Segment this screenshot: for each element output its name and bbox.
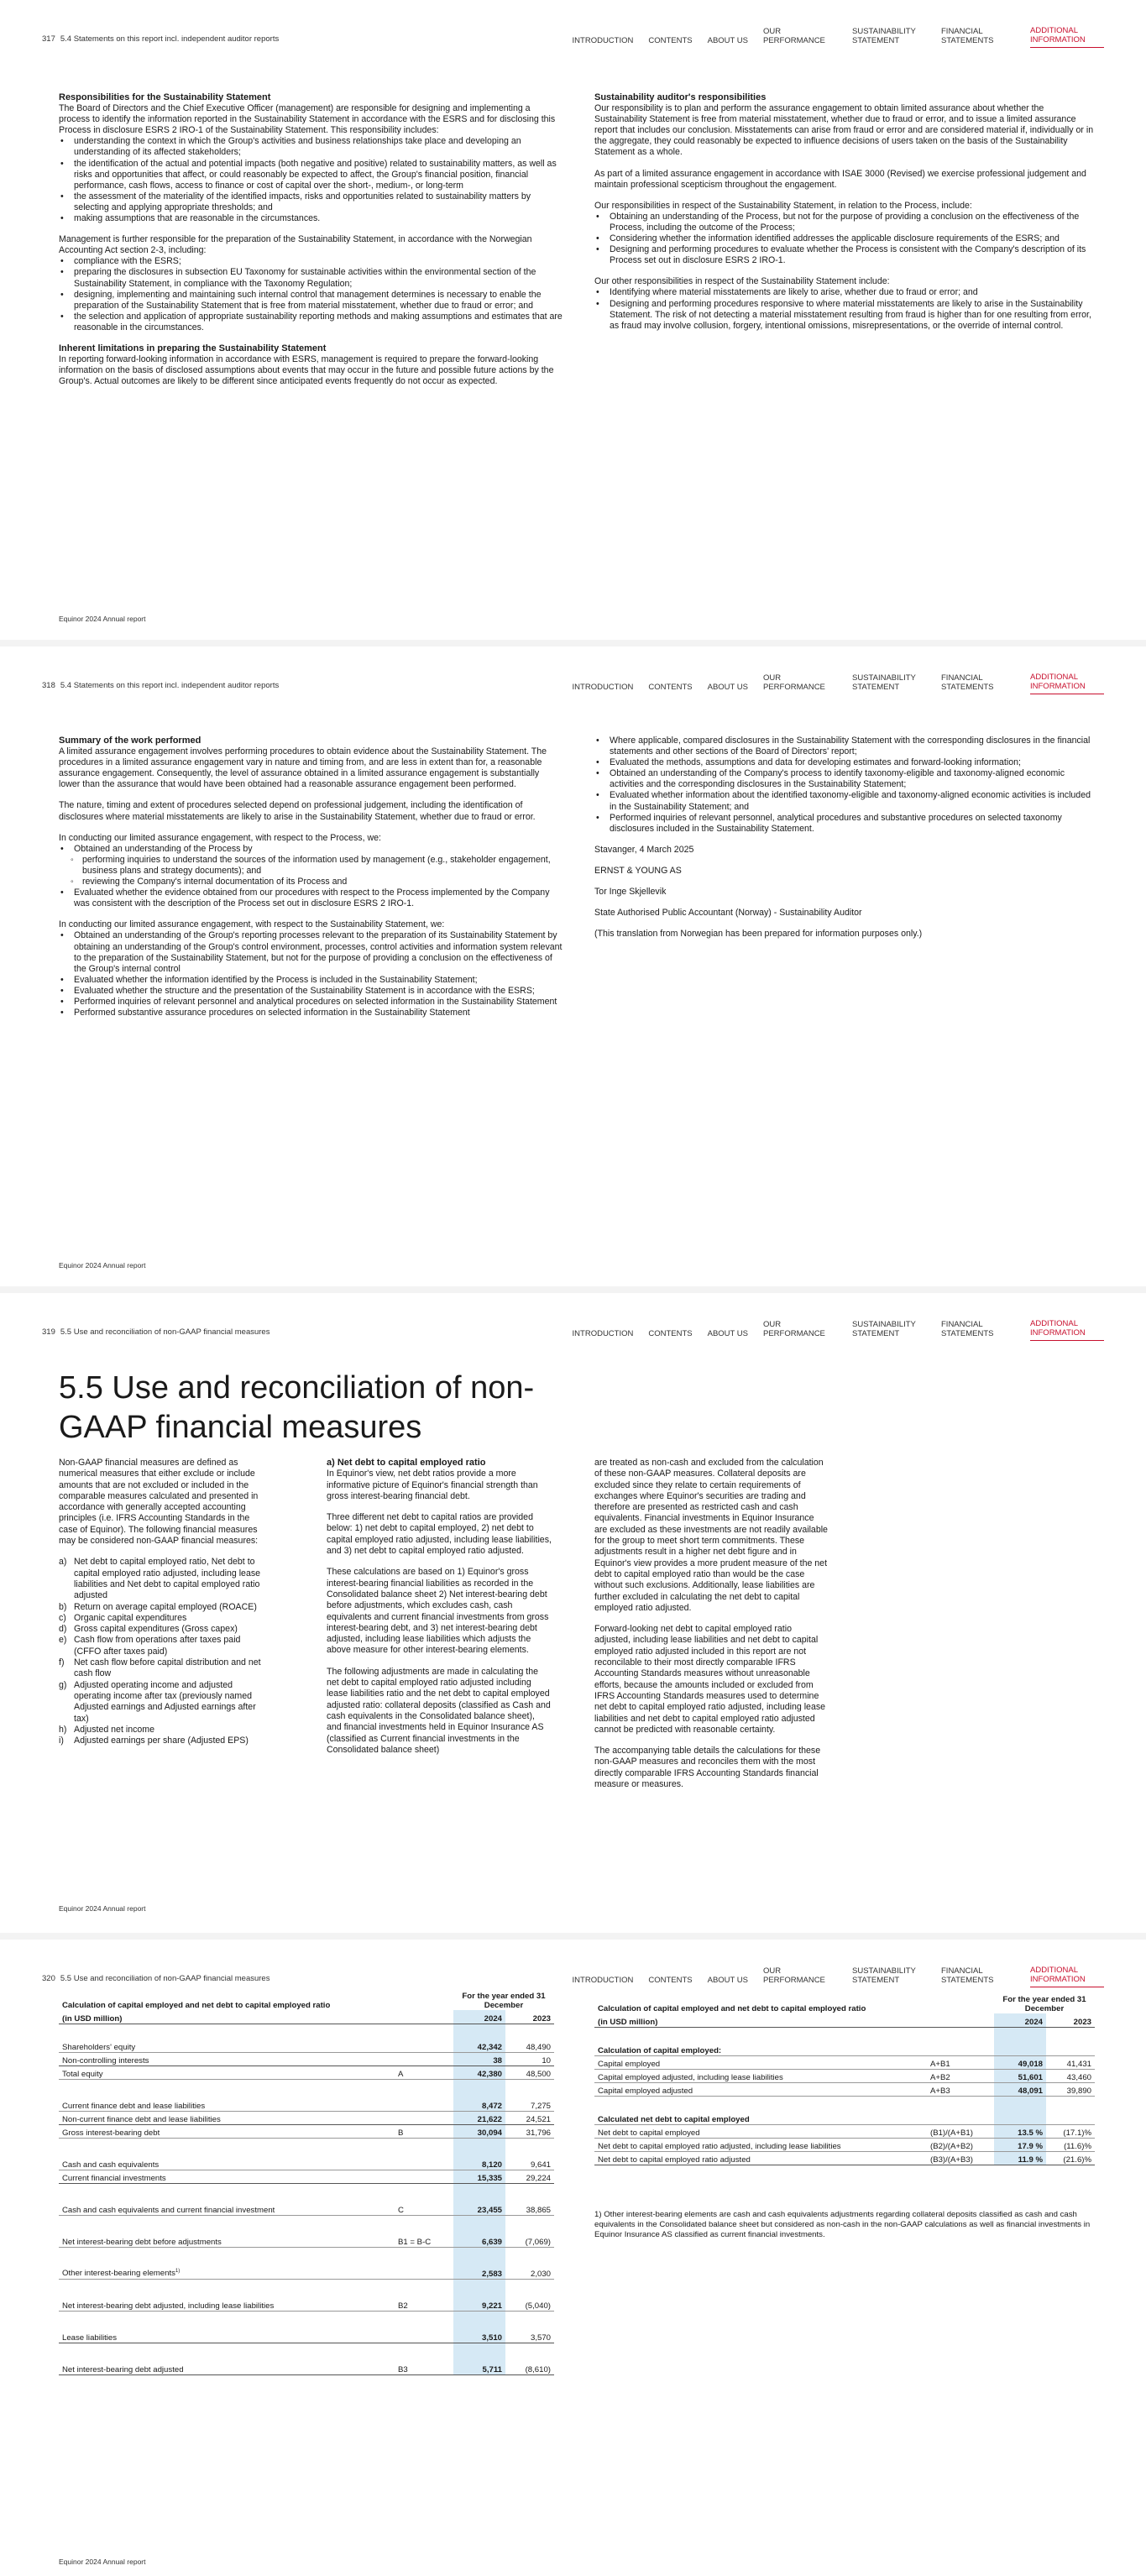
right-column bbox=[594, 736, 1098, 950]
list-item: i) Adjusted earnings per share (Adjusted EPS) bbox=[59, 1736, 249, 1746]
heading: a) Net debt to capital employed ratio bbox=[327, 1458, 486, 1468]
row-label: Total equity bbox=[59, 2066, 395, 2079]
table-row bbox=[59, 2329, 554, 2343]
row-ref: B3 bbox=[395, 2361, 453, 2374]
list-item: • Performed substantive assurance procedures on selected information in the Sustainability Statement bbox=[59, 1008, 563, 1018]
bullet-list bbox=[594, 736, 1098, 835]
value-2024: 9,221 bbox=[453, 2297, 505, 2311]
list-item: b) Return on average capital employed (ROACE) bbox=[59, 1601, 257, 1612]
footer: Equinor 2024 Annual report bbox=[59, 2558, 146, 2566]
value-2024: 8,120 bbox=[453, 2156, 505, 2170]
nav-sustainability-statement[interactable]: SUSTAINABILITY STATEMENT bbox=[852, 1320, 916, 1338]
nav-introduction[interactable]: INTRODUCTION bbox=[572, 1329, 634, 1338]
footer: Equinor 2024 Annual report bbox=[59, 1261, 146, 1270]
table-row: Capital employed adjusted A+B3 48,091 39,890 bbox=[594, 2082, 1095, 2096]
row-label: Gross interest-bearing debt bbox=[59, 2124, 395, 2138]
list-item: • Obtaining an understanding of the Process, but not for the purpose of providing a conclusion on the effectiveness of the Process, including the outcome of the Process; bbox=[594, 212, 1098, 233]
table-row bbox=[59, 2202, 554, 2215]
nav-financial-statements[interactable]: FINANCIAL STATEMENTS bbox=[941, 1320, 994, 1338]
table-row bbox=[59, 2066, 554, 2079]
row-ref: B2 bbox=[395, 2297, 453, 2311]
measures-list bbox=[59, 1557, 269, 1746]
page-318 bbox=[0, 647, 1146, 1286]
value-2023: 31,796 bbox=[505, 2124, 554, 2138]
bullet-list bbox=[59, 855, 563, 887]
list-item: • Evaluated whether the information identified by the Process is included in the Sustainability Statement; bbox=[59, 975, 563, 986]
list-item: • the identification of the actual and potential impacts (both negative and positive) related to sustainability matters, as well as risks and opportunities that affect, or could reasonably be expected to affect, the Group's financial position, financial performance, cash flows, access to finance or cost of capital over the short-, medium-, or long-term bbox=[59, 159, 563, 191]
nav-financial-statements[interactable]: FINANCIAL STATEMENTS bbox=[941, 27, 994, 45]
list-item: • Identifying where material misstatements are likely to arise, whether due to fraud or error; and bbox=[594, 287, 1098, 298]
section-heading: Calculated net debt to capital employed bbox=[594, 2111, 927, 2124]
capital-employed-table: Calculation of capital employed and net debt to capital employed ratio For the year ended 31 December (in USD million) 2024 2023 Shareholders' equity 42,342 48,490 Non-controlling interests 38 10 Total equity A 42,380 48,500 Current finance debt and lease liabilities 8,472 7,275 Non-current finance debt and lease liabilities 21,622 24,521 Gross interest-bearing debt B 30,094 31,796 Cash and cash equivalents 8,120 9,641 Current financial investments 15,335 29,224 Cash and cash equivalents and current financial investment C 23,455 38,865 Net interest-bearing debt before adjustments B1 = B-C 6,639 (7,069) Other interest-bearing elements$^{1)}$ 2,583 2,030 Net interest-bearing debt adjusted, including lease liabilities B2 9,221 (5,040) Lease liabilities 3,510 3,570 Net interest-bearing debt adjusted B3 5,711 (8,610) bbox=[59, 1992, 554, 2375]
footer: Equinor 2024 Annual report bbox=[59, 1904, 146, 1913]
nav-introduction[interactable]: INTRODUCTION bbox=[572, 683, 634, 692]
table-row bbox=[59, 2265, 554, 2279]
nav-our-performance[interactable]: OUR PERFORMANCE bbox=[763, 27, 825, 45]
row-label: Current finance debt and lease liabilities bbox=[59, 2097, 395, 2111]
value-2023: (7,069) bbox=[505, 2233, 554, 2247]
list-item: • Obtained an understanding of the Group's reporting processes relevant to the preparation of its Sustainability Statement by obtaining an understanding of the Group's control environment, processes, control activities and information system relevant to the preparation of the Sustainability Statement, but not for the purpose of providing a conclusion on the effectiveness of the Group's internal control bbox=[59, 930, 563, 974]
nav-contents[interactable]: CONTENTS bbox=[648, 1329, 693, 1338]
column-2 bbox=[327, 1458, 552, 1766]
page-header bbox=[42, 34, 279, 44]
page-319 bbox=[0, 1293, 1146, 1933]
row-ref bbox=[395, 2329, 453, 2343]
paragraph: The following adjustments are made in calculating the net debt to capital employed ratio adjusted including lease liabilities ratio and the net debt to capital employed adjusted ratio: collateral deposits (classified as Cash and cash equivalents in the Consolidated balance sheet), and financial investments held in Equinor Insurance AS (classified as Current financial investments in the Consolidated balance sheet) bbox=[327, 1666, 551, 1755]
bullet-list bbox=[59, 930, 563, 1018]
paragraph: are treated as non-cash and excluded from the calculation of these non-GAAP measures. Collateral deposits are excluded since they relate to certain requirements of exchanges where Equinor's securities are trading and therefore are presented as restricted cash and cash equivalents. Financial investments in Equinor Insurance are excluded as these investments are not readily available for the group to meet short term commitments. These adjustments result in a higher net debt figure and in Equinor's view provides a more prudent measure of the net debt to capital employed ratio than would be the case without such exclusions. Additionally, lease liabilities are further excluded in calculating the net debt to capital employed ratio adjusted. bbox=[594, 1458, 828, 1613]
table-footnote: 1) Other interest-bearing elements are cash and cash equivalents adjustments regarding collateral deposits classified as cash and cash equivalents in the Consolidated balance sheet but considered as non-cash in the non-GAAP calculations as well as financial investments in Equinor Insurance AS classified as current financial investments. bbox=[594, 2210, 1091, 2239]
paragraph: As part of a limited assurance engagement in accordance with ISAE 3000 (Revised) we exercise professional judgement and maintain professional scepticism throughout the engagement. bbox=[594, 168, 1086, 190]
value-2023: 24,521 bbox=[505, 2111, 554, 2124]
paragraph: Forward-looking net debt to capital employed ratio adjusted, including lease liabilities and net debt to capital employed ratio adjusted included in this report are not reconcilable to their most directly comparable IFRS Accounting Standards measures without unreasonable efforts, because the amounts included or excluded from IFRS Accounting Standards measures used to determine net debt to capital employed ratio adjusted, including lease liabilities and net debt to capital employed ratio adjusted cannot be predicted with reasonable certainty. bbox=[594, 1624, 826, 1735]
table-row bbox=[59, 2111, 554, 2124]
nav-sustainability-statement[interactable]: SUSTAINABILITY STATEMENT bbox=[852, 673, 916, 692]
bullet-list bbox=[59, 256, 563, 333]
heading: Inherent limitations in preparing the Sustainability Statement bbox=[59, 343, 327, 353]
list-item: • Designing and performing procedures responsive to where material misstatements are likely to arise in the Sustainability Statement. The risk of not detecting a material misstatement resulting from fraud is higher than for one resulting from error, as fraud may involve collusion, forgery, intentional omissions, misrepresentations, or the override of internal control. bbox=[594, 299, 1098, 332]
row-ref bbox=[395, 2170, 453, 2183]
table-row bbox=[59, 2297, 554, 2311]
value-2023: 38,865 bbox=[505, 2202, 554, 2215]
nav-additional-information[interactable]: ADDITIONAL INFORMATION bbox=[1030, 673, 1104, 694]
value-2024: 15,335 bbox=[453, 2170, 505, 2183]
nav-contents[interactable]: CONTENTS bbox=[648, 36, 693, 45]
page-320 bbox=[0, 1940, 1146, 2576]
paragraph: In conducting our limited assurance engagement, with respect to the Sustainability Statement, we: bbox=[59, 919, 445, 930]
paragraph: The accompanying table details the calculations for these non-GAAP measures and reconciles them with the most directly comparable IFRS Accounting Standards financial measure or measures. bbox=[594, 1746, 821, 1790]
heading: Sustainability auditor's responsibilities bbox=[594, 92, 767, 102]
nav-about-us[interactable]: ABOUT US bbox=[707, 683, 748, 692]
page-header bbox=[42, 1974, 269, 1983]
row-ref bbox=[395, 2097, 453, 2111]
nav-financial-statements[interactable]: FINANCIAL STATEMENTS bbox=[941, 673, 994, 692]
row-label: Cash and cash equivalents bbox=[59, 2156, 395, 2170]
list-item: • Evaluated whether information about the identified taxonomy-eligible and taxonomy-aligned economic activities is included in the Sustainability Statement; and bbox=[594, 790, 1098, 812]
bullet-list bbox=[59, 136, 563, 224]
nav-introduction[interactable]: INTRODUCTION bbox=[572, 1976, 634, 1985]
page-title: 5.5 Use and reconciliation of non-GAAP financial measures bbox=[59, 1370, 535, 1445]
section-name: 5.4 Statements on this report incl. independent auditor reports bbox=[60, 681, 280, 690]
bullet-list bbox=[59, 844, 563, 910]
list-item: • Evaluated whether the evidence obtained from our procedures with respect to the Process implemented by the Company was consistent with the description of the Process set out in disclosure ESRS 2 IRO-1. bbox=[59, 887, 563, 909]
row-ref bbox=[395, 2111, 453, 2124]
table-row: Net debt to capital employed ratio adjusted, including lease liabilities (B2)/(A+B2) 17.9 % (11.6)% bbox=[594, 2138, 1095, 2151]
section-heading: Calculation of capital employed: bbox=[594, 2042, 927, 2055]
nav-about-us[interactable]: ABOUT US bbox=[707, 1329, 748, 1338]
top-nav bbox=[573, 1966, 1104, 1987]
auditor-title: State Authorised Public Accountant (Norway) - Sustainability Auditor bbox=[594, 908, 862, 919]
list-item: • Evaluated the methods, assumptions and data for developing estimates and forward-looking information; bbox=[594, 757, 1098, 768]
column-1 bbox=[59, 1458, 269, 1757]
page-317 bbox=[0, 0, 1146, 640]
table-row bbox=[59, 2233, 554, 2247]
value-2024: 3,510 bbox=[453, 2329, 505, 2343]
top-nav bbox=[573, 1319, 1104, 1341]
value-2024: 21,622 bbox=[453, 2111, 505, 2124]
value-2024: 23,455 bbox=[453, 2202, 505, 2215]
auditor-firm: ERNST & YOUNG AS bbox=[594, 865, 682, 876]
row-ref bbox=[395, 2039, 453, 2052]
list-item: • Evaluated whether the structure and the presentation of the Sustainability Statement is in accordance with the ESRS; bbox=[59, 986, 563, 997]
table-title: Calculation of capital employed and net debt to capital employed ratio bbox=[62, 2001, 331, 2010]
nav-financial-statements[interactable]: FINANCIAL STATEMENTS bbox=[941, 1966, 994, 1985]
row-label: Net interest-bearing debt adjusted, including lease liabilities bbox=[59, 2297, 395, 2311]
value-2023: 48,490 bbox=[505, 2039, 554, 2052]
list-item: ◦ performing inquiries to understand the sources of the information used by management (e.g., stakeholder engagement, business plans and strategy documents); and bbox=[59, 855, 563, 877]
row-label: Net interest-bearing debt before adjustments bbox=[59, 2233, 395, 2247]
page-number: 318 bbox=[42, 681, 55, 690]
table-row: Capital employed A+B1 49,018 41,431 bbox=[594, 2055, 1095, 2069]
section-name: 5.5 Use and reconciliation of non-GAAP financial measures bbox=[60, 1327, 270, 1337]
list-item: e) Cash flow from operations after taxes paid (CFFO after taxes paid) bbox=[59, 1635, 241, 1657]
list-item: f) Net cash flow before capital distribution and net cash flow bbox=[59, 1657, 261, 1679]
nav-additional-information[interactable]: ADDITIONAL INFORMATION bbox=[1030, 1319, 1104, 1341]
paragraph: In Equinor's view, net debt ratios provide a more informative picture of Equinor's financial strength than gross interest-bearing financial debt. bbox=[327, 1469, 538, 1501]
nav-contents[interactable]: CONTENTS bbox=[648, 683, 693, 692]
nav-contents[interactable]: CONTENTS bbox=[648, 1976, 693, 1985]
value-2023: 3,570 bbox=[505, 2329, 554, 2343]
nav-introduction[interactable]: INTRODUCTION bbox=[572, 36, 634, 45]
value-2024: 42,380 bbox=[453, 2066, 505, 2079]
value-2023: 7,275 bbox=[505, 2097, 554, 2111]
row-label: Shareholders' equity bbox=[59, 2039, 395, 2052]
value-2023: 2,030 bbox=[505, 2265, 554, 2279]
table-row bbox=[59, 2052, 554, 2066]
page-number: 317 bbox=[42, 34, 55, 44]
row-ref bbox=[395, 2265, 453, 2279]
list-item: • preparing the disclosures in subsection EU Taxonomy for sustainable activities within the environmental section of the Sustainability Statement, in compliance with the Taxonomy Regulation; bbox=[59, 267, 563, 289]
value-2024: 42,342 bbox=[453, 2039, 505, 2052]
value-2024: 6,639 bbox=[453, 2233, 505, 2247]
paragraph: These calculations are based on 1) Equinor's gross interest-bearing financial liabilities as recorded in the Consolidated balance sheet 2) Net interest-bearing debt before adjustments, which excludes cash, cash equivalents and current financial investments from gross interest-bearing debt, and 3) net interest-bearing debt adjusted, including lease liabilities which adjusts the above measure for other interest-bearing elements. bbox=[327, 1567, 549, 1656]
bullet-list bbox=[594, 287, 1098, 331]
paragraph: In conducting our limited assurance engagement, with respect to the Process, we: bbox=[59, 832, 381, 843]
value-2023: (5,040) bbox=[505, 2297, 554, 2311]
value-2024: 38 bbox=[453, 2052, 505, 2066]
paragraph: The nature, timing and extent of procedures selected depend on professional judgement, including the identification of disclosures where material misstatements are likely to arise in the Sustainability Statement, whether due to fraud or error. bbox=[59, 800, 536, 822]
paragraph: Three different net debt to capital ratios are provided below: 1) net debt to capital employed, 2) net debt to capital employed ratio adjusted, including lease liabilities, and 3) net debt to capital employed ratio adjusted. bbox=[327, 1512, 552, 1557]
value-2023: 48,500 bbox=[505, 2066, 554, 2079]
list-item: • Where applicable, compared disclosures in the Sustainability Statement with the corresponding disclosures in the financial statements and other sections of the Board of Directors' report; bbox=[594, 736, 1098, 757]
list-item: • Considering whether the information identified addresses the applicable disclosure requirements of the ESRS; and bbox=[594, 233, 1098, 244]
heading: Summary of the work performed bbox=[59, 736, 201, 746]
row-ref bbox=[395, 2156, 453, 2170]
table-row bbox=[59, 2097, 554, 2111]
nav-our-performance[interactable]: OUR PERFORMANCE bbox=[763, 1966, 825, 1985]
paragraph: A limited assurance engagement involves performing procedures to obtain evidence about the Sustainability Statement. The procedures in a limited assurance engagement vary in nature and timing from, and are less in extent than for, a reasonable assurance engagement. Consequently, the level of assurance obtained in a limited assurance engagement is substantially lower than the assurance that would have been obtained had a reasonable assurance engagement been performed. bbox=[59, 746, 547, 790]
list-item: h) Adjusted net income bbox=[59, 1724, 154, 1735]
row-label: Other interest-bearing elements$^{1)}$ bbox=[59, 2265, 395, 2279]
list-item: c) Organic capital expenditures bbox=[59, 1612, 187, 1623]
row-label: Non-controlling interests bbox=[59, 2052, 395, 2066]
nav-sustainability-statement[interactable]: SUSTAINABILITY STATEMENT bbox=[852, 27, 916, 45]
row-ref: C bbox=[395, 2202, 453, 2215]
left-column bbox=[59, 92, 563, 397]
list-item: • Performed inquiries of relevant personnel, analytical procedures and substantive procedures on selected taxonomy disclosures included in the Sustainability Statement. bbox=[594, 813, 1098, 835]
list-item: • Performed inquiries of relevant personnel and analytical procedures on selected information in the Sustainability Statement bbox=[59, 997, 563, 1008]
table-row bbox=[59, 2124, 554, 2138]
paragraph: The Board of Directors and the Chief Executive Officer (management) are responsible for designing and implementing a process to identify the information reported in the Sustainability Statement in accordance with the ESRS and for disclosing this Process in disclosure ESRS 2 IRO-1 of the Sustainability Statement. This responsibility includes: bbox=[59, 103, 556, 136]
page-header bbox=[42, 681, 279, 690]
net-debt-ratio-table: Calculation of capital employed and net debt to capital employed ratio For the year ended 31 December (in USD million) 2024 2023 Calculation of capital employed: Capital employed A+B1 49,018 41,431 Capital employed adjusted, including lease liabilities A+B2 51,601 43,460 Capital employed adjusted A+B3 48,091 39,890 Calculated net debt to capital employed Net debt to capital employed (B1)/(A+B1) 13.5 % (17.1)% Net debt to capital employed ratio adjusted, including lease liabilities (B2)/(A+B2) 17.9 % (11.6)% Net debt to capital employed ratio adjusted (B3)/(A+B3) 11.9 % (21.6)% bbox=[594, 1990, 1095, 2165]
value-2023: 29,224 bbox=[505, 2170, 554, 2183]
value-2023: 9,641 bbox=[505, 2156, 554, 2170]
column-3 bbox=[594, 1458, 828, 1800]
table-row bbox=[59, 2170, 554, 2183]
auditor-name: Tor Inge Skjellevik bbox=[594, 887, 667, 898]
value-2023: (8,610) bbox=[505, 2361, 554, 2374]
table-row bbox=[59, 2361, 554, 2374]
page-number: 320 bbox=[42, 1974, 55, 1983]
top-nav bbox=[573, 673, 1104, 694]
paragraph: Our other responsibilities in respect of the Sustainability Statement include: bbox=[594, 276, 890, 287]
row-label: Lease liabilities bbox=[59, 2329, 395, 2343]
value-2024: 30,094 bbox=[453, 2124, 505, 2138]
row-ref: B bbox=[395, 2124, 453, 2138]
table-row: Net debt to capital employed (B1)/(A+B1) 13.5 % (17.1)% bbox=[594, 2124, 1095, 2138]
page-header bbox=[42, 1327, 269, 1337]
list-item: a) Net debt to capital employed ratio, Net debt to capital employed ratio adjusted, including lease liabilities and Net debt to capital employed ratio adjusted bbox=[59, 1557, 261, 1601]
nav-about-us[interactable]: ABOUT US bbox=[707, 36, 748, 45]
list-item: g) Adjusted operating income and adjusted operating income after tax (previously named Adjusted earnings and Adjusted earnings after tax) bbox=[59, 1679, 256, 1724]
list-item: • Obtained an understanding of the Process by ◦ performing inquiries to understand the sources of the information used by management (e.g., stakeholder engagement, business plans and strategy documents); and ◦ reviewing the Company's internal documentation of its Process and bbox=[59, 844, 563, 887]
value-2024: 5,711 bbox=[453, 2361, 505, 2374]
row-label: Net interest-bearing debt adjusted bbox=[59, 2361, 395, 2374]
signature-place-date: Stavanger, 4 March 2025 bbox=[594, 844, 694, 855]
right-column bbox=[594, 92, 1098, 342]
translation-note: (This translation from Norwegian has been prepared for information purposes only.) bbox=[594, 929, 923, 940]
list-item: • Obtained an understanding of the Company's process to identify taxonomy-eligible and taxonomy-aligned economic activities and the corresponding disclosures in the Sustainability Statement; bbox=[594, 768, 1098, 790]
list-item: d) Gross capital expenditures (Gross capex) bbox=[59, 1624, 238, 1635]
page-number: 319 bbox=[42, 1327, 55, 1337]
list-item: • designing, implementing and maintaining such internal control that management determines is necessary to enable the preparation of the Sustainability Statement that is free from material misstatement, whether due to fraud or error; and bbox=[59, 290, 563, 312]
list-item: • understanding the context in which the Group's activities and business relationships take place and developing an understanding of its affected stakeholders; bbox=[59, 136, 563, 158]
value-2024: 2,583 bbox=[453, 2265, 505, 2279]
left-column bbox=[59, 736, 563, 1029]
list-item: • making assumptions that are reasonable in the circumstances. bbox=[59, 213, 563, 224]
row-label: Current financial investments bbox=[59, 2170, 395, 2183]
list-item: • the selection and application of appropriate sustainability reporting methods and making assumptions and estimates that are reasonable in the circumstances. bbox=[59, 312, 563, 333]
section-name: 5.5 Use and reconciliation of non-GAAP financial measures bbox=[60, 1974, 270, 1983]
top-nav bbox=[573, 26, 1104, 48]
table-row: Capital employed adjusted, including lease liabilities A+B2 51,601 43,460 bbox=[594, 2069, 1095, 2082]
row-label: Non-current finance debt and lease liabilities bbox=[59, 2111, 395, 2124]
list-item: • compliance with the ESRS; bbox=[59, 256, 563, 267]
nav-about-us[interactable]: ABOUT US bbox=[707, 1976, 748, 1985]
paragraph: Our responsibility is to plan and perform the assurance engagement to obtain limited assurance about whether the Sustainability Statement is free from material misstatement, whether due to fraud or error, and to issue a limited assurance report that includes our conclusion. Misstatements can arise from fraud or error and are considered material if, individually or in the aggregate, they could reasonably be expected to influence decisions of users taken on the basis of the Sustainability Statement as a whole. bbox=[594, 103, 1094, 158]
paragraph: Our responsibilities in respect of the Sustainability Statement, in relation to the Process, include: bbox=[594, 200, 972, 211]
table-row bbox=[59, 2156, 554, 2170]
row-ref: B1 = B-C bbox=[395, 2233, 453, 2247]
row-label: Cash and cash equivalents and current financial investment bbox=[59, 2202, 395, 2215]
heading: Responsibilities for the Sustainability Statement bbox=[59, 92, 271, 102]
paragraph: In reporting forward-looking information in accordance with ESRS, management is required to prepare the forward-looking information on the basis of disclosed assumptions about events that may occur in the future and possible future actions by the Group's. Actual outcomes are likely to be different since anticipated events frequently do not occur as expected. bbox=[59, 354, 554, 387]
bullet-list bbox=[594, 212, 1098, 266]
value-2023: 10 bbox=[505, 2052, 554, 2066]
row-ref bbox=[395, 2052, 453, 2066]
list-item: • the assessment of the materiality of the identified impacts, risks and opportunities related to sustainability matters by selecting and applying appropriate thresholds; and bbox=[59, 191, 563, 213]
table-row bbox=[59, 2039, 554, 2052]
paragraph: Non-GAAP financial measures are defined as numerical measures that either exclude or include amounts that are not excluded or included in the comparable measures calculated and presented in accordance with generally accepted accounting principles (i.e. IFRS Accounting Standards in the case of Equinor). The following financial measures may be considered non-GAAP financial measures: bbox=[59, 1458, 259, 1547]
nav-our-performance[interactable]: OUR PERFORMANCE bbox=[763, 673, 825, 692]
value-2024: 8,472 bbox=[453, 2097, 505, 2111]
nav-sustainability-statement[interactable]: SUSTAINABILITY STATEMENT bbox=[852, 1966, 916, 1985]
table-row: Net debt to capital employed ratio adjusted (B3)/(A+B3) 11.9 % (21.6)% bbox=[594, 2151, 1095, 2165]
footer: Equinor 2024 Annual report bbox=[59, 615, 146, 623]
nav-additional-information[interactable]: ADDITIONAL INFORMATION bbox=[1030, 26, 1104, 48]
paragraph: Management is further responsible for the preparation of the Sustainability Statement, in accordance with the Norwegian Accounting Act section 2-3, including: bbox=[59, 234, 532, 256]
list-item: ◦ reviewing the Company's internal documentation of its Process and bbox=[59, 877, 563, 887]
list-item: • Designing and performing procedures to evaluate whether the Process is consistent with the Company's description of its Process set out in disclosure ESRS 2 IRO-1. bbox=[594, 244, 1098, 266]
section-name: 5.4 Statements on this report incl. independent auditor reports bbox=[60, 34, 280, 44]
nav-our-performance[interactable]: OUR PERFORMANCE bbox=[763, 1320, 825, 1338]
nav-additional-information[interactable]: ADDITIONAL INFORMATION bbox=[1030, 1966, 1104, 1987]
row-ref: A bbox=[395, 2066, 453, 2079]
